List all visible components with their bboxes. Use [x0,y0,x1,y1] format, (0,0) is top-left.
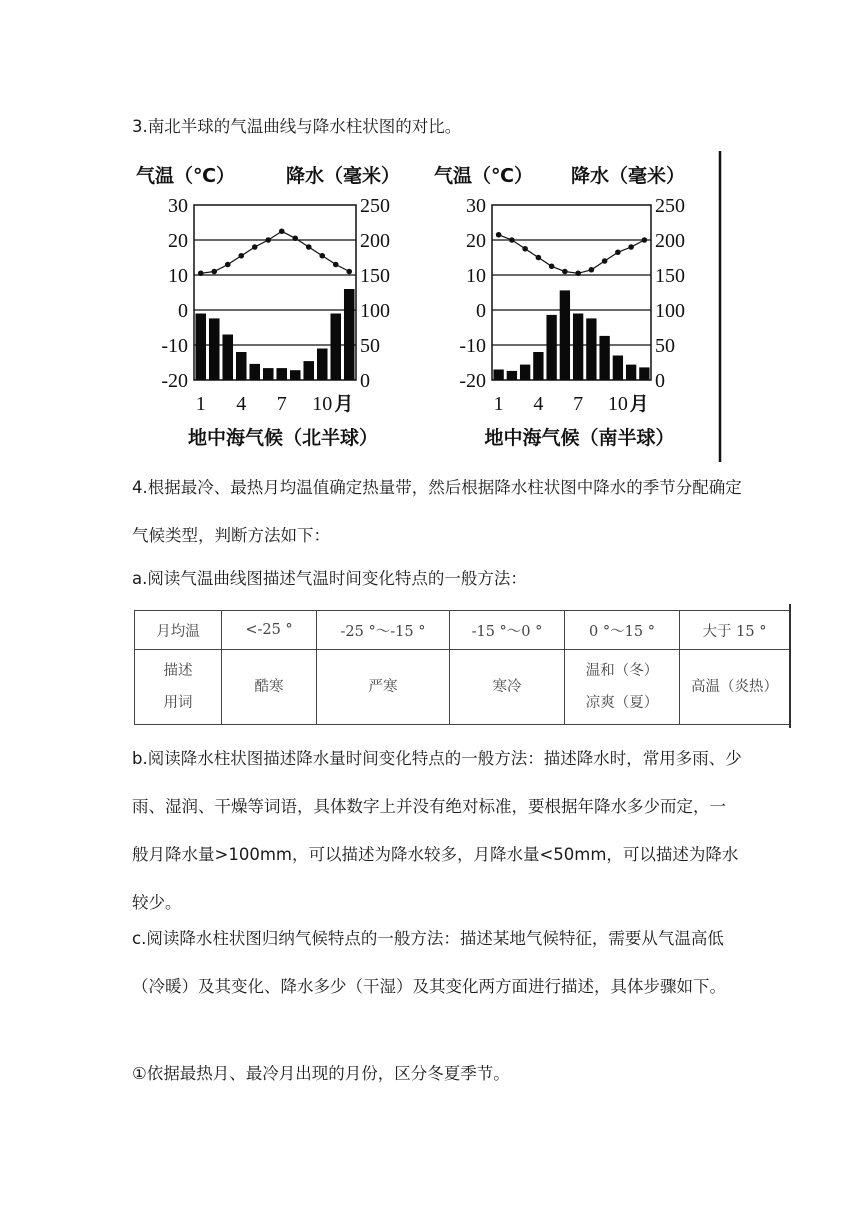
temperature-tick-label: 30 [168,195,188,217]
precipitation-bar [586,318,596,380]
climate-charts-figure [132,148,732,466]
precipitation-bar [317,349,328,381]
temperature-point [211,269,217,275]
table-cell: 严寒 [317,650,450,725]
precipitation-bar [639,367,649,380]
precipitation-bar [195,314,206,381]
temperature-tick-label: -20 [161,370,188,392]
temperature-point [238,253,244,259]
temperature-tick-label: 0 [476,300,486,322]
precipitation-tick-label: 100 [360,300,390,322]
temperature-point [628,244,634,250]
climate-charts-svg [132,148,732,466]
month-tick-label: 1 [493,393,504,415]
precipitation-tick-label: 0 [655,370,665,392]
table-cell: 高温（炎热） [680,650,790,725]
precipitation-tick-label: 250 [360,195,390,217]
chart-caption: 地中海气候（北半球） [187,427,379,449]
temperature-tick-label: -10 [459,335,486,357]
temperature-tick-label: 20 [466,230,486,252]
month-tick-label: 10 [607,393,628,415]
temperature-point [279,228,285,234]
temperature-point [562,269,568,275]
temperature-tick-label: 10 [168,265,188,287]
precipitation-bar [560,290,570,380]
table-cell: <-25 ° [222,611,317,650]
temperature-tick-label: 0 [178,300,188,322]
temperature-tick-label: -10 [161,335,188,357]
precipitation-bar [236,352,247,380]
temperature-point [522,246,528,252]
temperature-tick-label: 20 [168,230,188,252]
precipitation-bar [330,314,341,381]
temperature-point [292,235,298,241]
temperature-point [589,267,595,273]
temperature-point [252,244,258,250]
precipitation-bar [303,361,314,380]
precipitation-bar [626,365,636,380]
precipitation-tick-label: 250 [655,195,685,217]
table-cell: 寒冷 [450,650,565,725]
temperature-point [509,237,515,243]
precipitation-bar [573,314,583,381]
precipitation-bar [613,356,623,381]
precipitation-tick-label: 50 [655,335,675,357]
precipitation-bar [520,365,530,380]
paragraph-d: ①依据最热月、最冷月出现的月份，区分冬夏季节。 [132,1064,510,1083]
precipitation-bar [599,336,609,380]
temperature-point [602,258,608,264]
table-cell: 0 °～15 ° [565,611,680,650]
temperature-point [306,244,312,250]
table-cell: -15 °～0 ° [450,611,565,650]
precipitation-bar [209,318,220,380]
temperature-tick-label: -20 [459,370,486,392]
temperature-description-table [134,610,790,725]
precipitation-bar [249,364,260,380]
month-tick-label: 1 [195,393,206,415]
precipitation-bar [493,370,503,381]
temperature-axis-title: 气温（℃） [136,165,236,187]
table-cell: 大于 15 ° [680,611,790,650]
table-row-description [135,650,790,725]
temperature-point [346,269,352,275]
chart-caption: 地中海气候（南半球） [484,427,675,449]
precipitation-bar [222,335,233,381]
precipitation-axis-title: 降水（毫米） [286,165,401,187]
temperature-point [615,249,621,255]
precipitation-tick-label: 200 [655,230,685,252]
precipitation-tick-label: 50 [360,335,380,357]
temperature-point [265,237,271,243]
precipitation-bar [290,370,301,380]
paragraph-b: b.阅读降水柱状图描述降水量时间变化特点的一般方法：描述降水时，常用多雨、少雨、湿润、干燥等词语，具体数字上并没有绝对标准，要根据年降水多少而定，一般月降水量>100mm，可以描述为降水较多，月降水量<50mm，可以描述为降水较少。 [132,749,742,912]
paragraph-3: 3.南北半球的气温曲线与降水柱状图的对比。 [132,117,462,136]
temperature-point [642,237,648,243]
temperature-tick-label: 10 [466,265,486,287]
temperature-point [198,270,204,276]
paragraph-c: c.阅读降水柱状图归纳气候特点的一般方法：描述某地气候特征，需要从气温高低（冷暖）及其变化、降水多少（干湿）及其变化两方面进行描述，具体步骤如下。 [132,929,726,996]
precipitation-bar [507,371,517,380]
temperature-axis-title: 气温（℃） [434,165,534,187]
table-cell: 温和（冬） 凉爽（夏） [565,650,680,725]
month-tick-label: 4 [533,393,544,415]
temperature-point [536,255,542,261]
table-cell: 描述 用词 [135,650,222,725]
temperature-point [549,263,555,269]
temperature-point [319,253,325,259]
precipitation-tick-label: 100 [655,300,685,322]
precipitation-axis-title: 降水（毫米） [571,165,686,187]
table-cell: 月均温 [135,611,222,650]
plot-frame [492,205,651,380]
month-axis-unit: 月 [334,393,354,415]
paragraph-4: 4.根据最冷、最热月均温值确定热量带，然后根据降水柱状图中降水的季节分配确定气候类型，判断方法如下： [132,478,742,545]
precipitation-tick-label: 200 [360,230,390,252]
precipitation-tick-label: 150 [655,265,685,287]
table-cell: -25 °～-15 ° [317,611,450,650]
precipitation-bar [546,315,556,380]
paragraph-a: a.阅读气温曲线图描述气温时间变化特点的一般方法： [132,569,527,588]
table-cell: 酷寒 [222,650,317,725]
precipitation-tick-label: 150 [360,265,390,287]
precipitation-bar [263,368,274,380]
temperature-tick-label: 30 [466,195,486,217]
temperature-point [496,232,502,238]
month-tick-label: 10 [312,393,333,415]
month-tick-label: 7 [276,393,287,415]
temperature-point [225,262,231,268]
precipitation-bar [344,289,355,380]
precipitation-bar [276,368,287,380]
month-tick-label: 4 [236,393,247,415]
temperature-point [333,262,339,268]
month-axis-unit: 月 [629,393,649,415]
precipitation-tick-label: 0 [360,370,370,392]
month-tick-label: 7 [573,393,584,415]
table-row-temperature [135,611,790,650]
precipitation-bar [533,352,543,380]
table-edge-line [789,604,791,728]
temperature-line [201,231,349,273]
temperature-point [575,270,581,276]
